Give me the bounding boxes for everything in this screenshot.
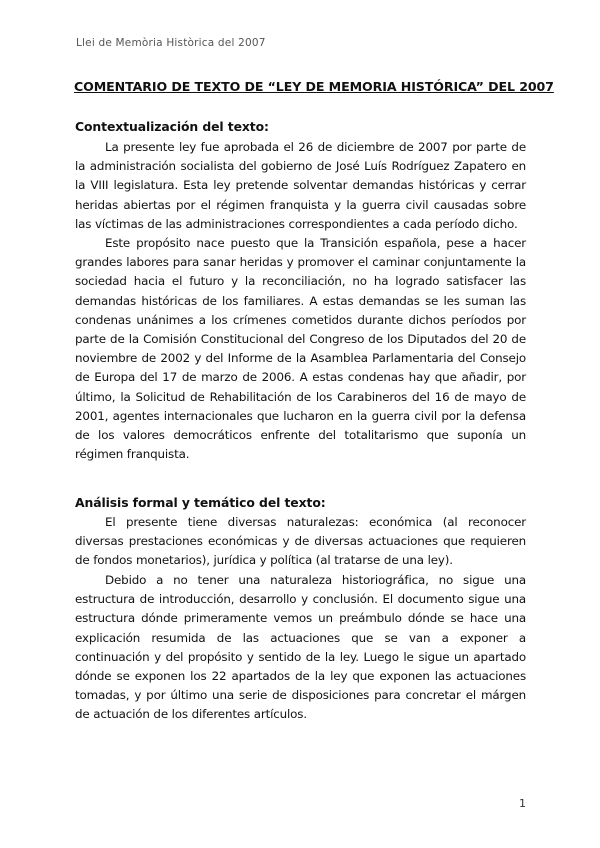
section-heading-analysis: Análisis formal y temático del texto:	[75, 495, 326, 510]
paragraph-analysis-2: Debido a no tener una naturaleza historiográfica, no sigue una estructura de introducción, desarrollo y conclusión. El documento sigue una estructura dónde primeramente vemos un preámbulo dónde se hace una explicación resumida de las actuaciones que se van a exponer a continuación y del propósito y sentido de la ley. Luego le sigue un apartado dónde se exponen los 22 apartados de la ley que exponen las actuaciones tomadas, y por último una serie de disposiciones para concretar el márgen de actuación de los diferentes artículos.	[75, 573, 526, 722]
page-number: 1	[519, 797, 526, 810]
paragraph-analysis-1: El presente tiene diversas naturalezas: económica (al reconocer diversas prestaciones económicas y de diversas actuaciones que requieren de fondos monetarios), jurídica y política (al tratarse de una ley).	[75, 515, 526, 568]
paragraph-context-2: Este propósito nace puesto que la Transición española, pese a hacer grandes labores para sanar heridas y promover el caminar conjuntamente la sociedad hacia el futuro y la reconciliación, no ha logrado satisfacer las demandas históricas de los familiares. A estas demandas se les suman las condenas unánimes a los crímenes cometidos durante dichos períodos por parte de la Comisión Constitucional del Congreso de los Diputados del 20 de noviembre de 2002 y del Informe de la Asamblea Parlamentaria del Consejo de Europa del 17 de marzo de 2006. A estas condenas hay que añadir, por último, la Solicitud de Rehabilitación de los Carabineros del 16 de mayo de 2001, agentes internacionales que lucharon en la guerra civil por la defensa de los valores democráticos enfrente del totalitarismo que suponía un régimen franquista.	[75, 236, 526, 462]
document-title: COMENTARIO DE TEXTO DE “LEY DE MEMORIA HISTÓRICA” DEL 2007	[74, 79, 554, 94]
paragraph-context-1: La presente ley fue aprobada el 26 de diciembre de 2007 por parte de la administración socialista del gobierno de José Luís Rodríguez Zapatero en la VIII legislatura. Esta ley pretende solventar demandas históricas y cerrar heridas abiertas por el régimen franquista y la guerra civil causadas sobre las víctimas de las administraciones correspondientes a cada período dicho.	[75, 140, 526, 231]
running-header: Llei de Memòria Històrica del 2007	[76, 37, 266, 49]
section-heading-context: Contextualización del texto:	[75, 119, 269, 134]
